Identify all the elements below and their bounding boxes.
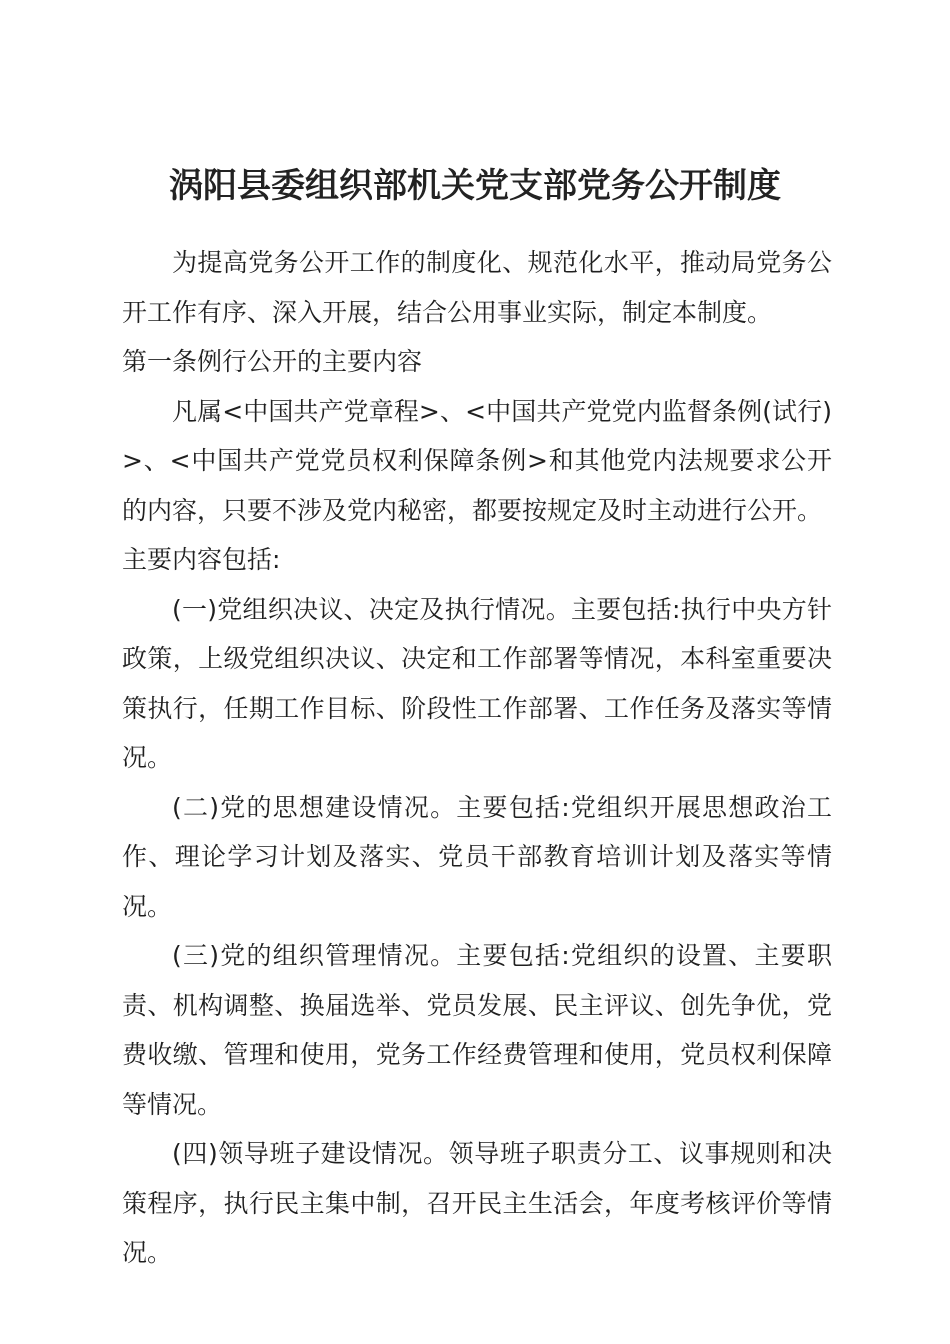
document-body xyxy=(122,238,832,1278)
item-3-paragraph: (三)党的组织管理情况。主要包括:党组织的设置、主要职责、机构调整、换届选举、党员发展、民主评议、创先争优，党费收缴、管理和使用，党务工作经费管理和使用，党员权利保障等情况。 xyxy=(122,941,832,1119)
item-1-paragraph: (一)党组织决议、决定及执行情况。主要包括:执行中央方针政策，上级党组织决议、决定和工作部署等情况，本科室重要决策执行，任期工作目标、阶段性工作部署、工作任务及落实等情况。 xyxy=(122,594,832,772)
item-2-paragraph: (二)党的思想建设情况。主要包括:党组织开展思想政治工作、理论学习计划及落实、党员干部教育培训计划及落实等情况。 xyxy=(122,792,832,921)
article-heading: 第一条例行公开的主要内容 xyxy=(122,347,423,376)
document-title: 涡阳县委组织部机关党支部党务公开制度 xyxy=(169,166,781,206)
scope-paragraph: 凡属<中国共产党章程>、<中国共产党党内监督条例(试行)>、<中国共产党党员权利保障条例>和其他党内法规要求公开的内容，只要不涉及党内秘密，都要按规定及时主动进行公开。 xyxy=(122,396,832,525)
intro-paragraph: 为提高党务公开工作的制度化、规范化水平，推动局党务公开工作有序、深入开展，结合公用事业实际，制定本制度。 xyxy=(122,248,832,327)
main-content-heading: 主要内容包括: xyxy=(122,545,281,574)
item-4-paragraph: (四)领导班子建设情况。领导班子职责分工、议事规则和决策程序，执行民主集中制，召开民主生活会，年度考核评价等情况。 xyxy=(122,1139,832,1267)
